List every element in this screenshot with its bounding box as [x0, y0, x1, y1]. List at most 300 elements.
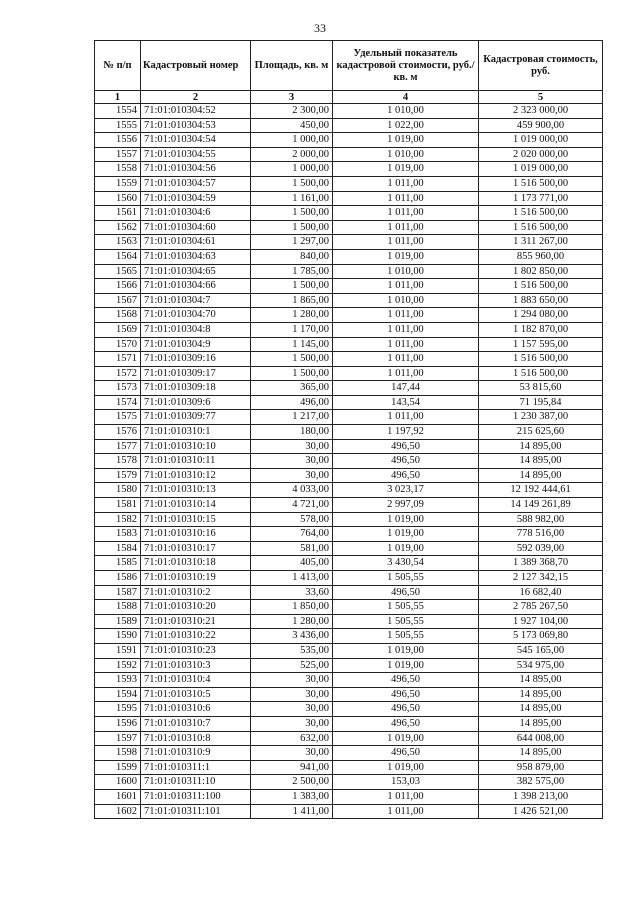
unit-value-cell: 1 011,00 [333, 279, 479, 294]
header-unit-value: Удельный показатель кадастровой стоимости, руб./кв. м [333, 41, 479, 91]
cadastral-number-cell: 71:01:010304:8 [141, 322, 251, 337]
row-number-cell: 1580 [95, 483, 141, 498]
unit-value-cell: 496,50 [333, 454, 479, 469]
row-number-cell: 1561 [95, 206, 141, 221]
cadastral-number-cell: 71:01:010304:57 [141, 176, 251, 191]
cadastral-value-cell: 1 516 500,00 [479, 352, 603, 367]
area-cell: 1 161,00 [251, 191, 333, 206]
cadastral-value-cell: 14 895,00 [479, 746, 603, 761]
cadastral-number-cell: 71:01:010310:7 [141, 716, 251, 731]
table-row [95, 395, 603, 410]
row-number-cell: 1569 [95, 322, 141, 337]
cadastral-number-cell: 71:01:010304:52 [141, 104, 251, 119]
cadastral-number-cell: 71:01:010310:13 [141, 483, 251, 498]
row-number-cell: 1578 [95, 454, 141, 469]
row-number-cell: 1562 [95, 220, 141, 235]
unit-value-cell: 1 022,00 [333, 118, 479, 133]
row-number-cell: 1600 [95, 775, 141, 790]
cadastral-value-cell: 1 426 521,00 [479, 804, 603, 819]
cadastral-value-cell: 14 895,00 [479, 702, 603, 717]
cadastral-number-cell: 71:01:010310:6 [141, 702, 251, 717]
area-cell: 2 300,00 [251, 104, 333, 119]
cadastral-number-cell: 71:01:010310:3 [141, 658, 251, 673]
unit-value-cell: 496,50 [333, 585, 479, 600]
area-cell: 405,00 [251, 556, 333, 571]
table-row [95, 716, 603, 731]
unit-value-cell: 1 010,00 [333, 104, 479, 119]
unit-value-cell: 1 505,55 [333, 571, 479, 586]
cadastral-value-cell: 1 516 500,00 [479, 366, 603, 381]
area-cell: 764,00 [251, 527, 333, 542]
cadastral-number-cell: 71:01:010310:19 [141, 571, 251, 586]
table-row [95, 264, 603, 279]
table-row [95, 687, 603, 702]
unit-value-cell: 1 197,92 [333, 425, 479, 440]
cadastral-value-cell: 1 311 267,00 [479, 235, 603, 250]
unit-value-cell: 1 011,00 [333, 337, 479, 352]
cadastral-number-cell: 71:01:010310:10 [141, 439, 251, 454]
area-cell: 365,00 [251, 381, 333, 396]
row-number-cell: 1583 [95, 527, 141, 542]
cadastral-value-cell: 16 682,40 [479, 585, 603, 600]
table-row [95, 322, 603, 337]
table-row [95, 206, 603, 221]
table-row [95, 176, 603, 191]
unit-value-cell: 1 011,00 [333, 206, 479, 221]
unit-value-cell: 2 997,09 [333, 498, 479, 513]
row-number-cell: 1577 [95, 439, 141, 454]
cadastral-number-cell: 71:01:010310:4 [141, 673, 251, 688]
column-number: 2 [141, 91, 251, 104]
unit-value-cell: 1 011,00 [333, 789, 479, 804]
cadastral-number-cell: 71:01:010304:65 [141, 264, 251, 279]
unit-value-cell: 3 430,54 [333, 556, 479, 571]
cadastral-value-cell: 1 516 500,00 [479, 176, 603, 191]
cadastral-number-cell: 71:01:010304:70 [141, 308, 251, 323]
row-number-cell: 1565 [95, 264, 141, 279]
cadastral-number-cell: 71:01:010310:5 [141, 687, 251, 702]
table-row [95, 220, 603, 235]
area-cell: 30,00 [251, 702, 333, 717]
unit-value-cell: 153,03 [333, 775, 479, 790]
area-cell: 30,00 [251, 687, 333, 702]
cadastral-number-cell: 71:01:010304:55 [141, 147, 251, 162]
row-number-cell: 1584 [95, 541, 141, 556]
cadastral-value-cell: 2 323 000,00 [479, 104, 603, 119]
row-number-cell: 1595 [95, 702, 141, 717]
row-number-cell: 1576 [95, 425, 141, 440]
cadastral-number-cell: 71:01:010304:66 [141, 279, 251, 294]
table-row [95, 118, 603, 133]
cadastral-number-cell: 71:01:010311:1 [141, 760, 251, 775]
cadastral-value-cell: 1 398 213,00 [479, 789, 603, 804]
cadastral-value-cell: 14 895,00 [479, 468, 603, 483]
table-row [95, 381, 603, 396]
cadastral-value-cell: 778 516,00 [479, 527, 603, 542]
area-cell: 1 850,00 [251, 600, 333, 615]
unit-value-cell: 1 505,55 [333, 614, 479, 629]
area-cell: 30,00 [251, 454, 333, 469]
cadastral-number-cell: 71:01:010311:101 [141, 804, 251, 819]
row-number-cell: 1582 [95, 512, 141, 527]
area-cell: 1 500,00 [251, 220, 333, 235]
area-cell: 1 170,00 [251, 322, 333, 337]
row-number-cell: 1588 [95, 600, 141, 615]
table-row [95, 439, 603, 454]
unit-value-cell: 1 019,00 [333, 162, 479, 177]
table-row [95, 249, 603, 264]
header-area: Площадь, кв. м [251, 41, 333, 91]
unit-value-cell: 1 010,00 [333, 293, 479, 308]
header-cadastral-value: Кадастровая стоимость, руб. [479, 41, 603, 91]
row-number-cell: 1593 [95, 673, 141, 688]
table-row [95, 775, 603, 790]
table-row [95, 746, 603, 761]
table-row [95, 483, 603, 498]
unit-value-cell: 1 019,00 [333, 643, 479, 658]
table-row [95, 410, 603, 425]
header-row-number: № п/п [95, 41, 141, 91]
table-row [95, 702, 603, 717]
table-row [95, 804, 603, 819]
unit-value-cell: 1 011,00 [333, 366, 479, 381]
row-number-cell: 1599 [95, 760, 141, 775]
unit-value-cell: 1 011,00 [333, 322, 479, 337]
cadastral-number-cell: 71:01:010304:61 [141, 235, 251, 250]
table-row [95, 673, 603, 688]
unit-value-cell: 1 010,00 [333, 264, 479, 279]
cadastral-value-cell: 1 019 000,00 [479, 162, 603, 177]
area-cell: 496,00 [251, 395, 333, 410]
row-number-cell: 1566 [95, 279, 141, 294]
cadastral-number-cell: 71:01:010310:14 [141, 498, 251, 513]
cadastral-value-cell: 12 192 444,61 [479, 483, 603, 498]
area-cell: 33,60 [251, 585, 333, 600]
cadastre-table [94, 40, 603, 819]
area-cell: 1 000,00 [251, 133, 333, 148]
cadastral-number-cell: 71:01:010309:77 [141, 410, 251, 425]
area-cell: 581,00 [251, 541, 333, 556]
table-row [95, 293, 603, 308]
table-row [95, 585, 603, 600]
unit-value-cell: 1 011,00 [333, 220, 479, 235]
table-body [95, 104, 603, 819]
row-number-cell: 1597 [95, 731, 141, 746]
unit-value-cell: 1 505,55 [333, 600, 479, 615]
area-cell: 525,00 [251, 658, 333, 673]
row-number-cell: 1591 [95, 643, 141, 658]
page-number: 33 [314, 21, 326, 35]
area-cell: 1 411,00 [251, 804, 333, 819]
table-row [95, 308, 603, 323]
cadastral-number-cell: 71:01:010311:100 [141, 789, 251, 804]
table-row [95, 527, 603, 542]
unit-value-cell: 147,44 [333, 381, 479, 396]
area-cell: 2 000,00 [251, 147, 333, 162]
cadastral-value-cell: 53 815,60 [479, 381, 603, 396]
cadastral-number-cell: 71:01:010304:9 [141, 337, 251, 352]
cadastral-number-cell: 71:01:010310:1 [141, 425, 251, 440]
table-row [95, 352, 603, 367]
row-number-cell: 1581 [95, 498, 141, 513]
cadastral-value-cell: 382 575,00 [479, 775, 603, 790]
cadastral-value-cell: 1 019 000,00 [479, 133, 603, 148]
table-row [95, 512, 603, 527]
cadastral-value-cell: 14 149 261,89 [479, 498, 603, 513]
area-cell: 1 785,00 [251, 264, 333, 279]
column-number: 1 [95, 91, 141, 104]
unit-value-cell: 1 019,00 [333, 527, 479, 542]
unit-value-cell: 1 011,00 [333, 191, 479, 206]
cadastral-number-cell: 71:01:010310:9 [141, 746, 251, 761]
unit-value-cell: 1 011,00 [333, 352, 479, 367]
row-number-cell: 1575 [95, 410, 141, 425]
area-cell: 30,00 [251, 468, 333, 483]
area-cell: 30,00 [251, 716, 333, 731]
area-cell: 1 145,00 [251, 337, 333, 352]
cadastral-value-cell: 1 802 850,00 [479, 264, 603, 279]
cadastral-value-cell: 14 895,00 [479, 454, 603, 469]
table-row [95, 366, 603, 381]
cadastral-value-cell: 958 879,00 [479, 760, 603, 775]
table-row [95, 731, 603, 746]
cadastral-value-cell: 14 895,00 [479, 687, 603, 702]
area-cell: 578,00 [251, 512, 333, 527]
cadastral-value-cell: 1 173 771,00 [479, 191, 603, 206]
unit-value-cell: 1 011,00 [333, 235, 479, 250]
cadastral-value-cell: 1 516 500,00 [479, 206, 603, 221]
cadastral-value-cell: 215 625,60 [479, 425, 603, 440]
row-number-cell: 1586 [95, 571, 141, 586]
cadastral-number-cell: 71:01:010309:6 [141, 395, 251, 410]
unit-value-cell: 1 011,00 [333, 804, 479, 819]
cadastral-number-cell: 71:01:010310:11 [141, 454, 251, 469]
unit-value-cell: 496,50 [333, 673, 479, 688]
table-row [95, 468, 603, 483]
unit-value-cell: 1 505,55 [333, 629, 479, 644]
table-row [95, 658, 603, 673]
cadastral-number-cell: 71:01:010309:18 [141, 381, 251, 396]
unit-value-cell: 1 019,00 [333, 541, 479, 556]
row-number-cell: 1557 [95, 147, 141, 162]
area-cell: 180,00 [251, 425, 333, 440]
cadastral-number-cell: 71:01:010310:16 [141, 527, 251, 542]
cadastral-number-cell: 71:01:010304:7 [141, 293, 251, 308]
cadastral-value-cell: 14 895,00 [479, 439, 603, 454]
table-row [95, 454, 603, 469]
area-cell: 450,00 [251, 118, 333, 133]
cadastral-value-cell: 1 389 368,70 [479, 556, 603, 571]
cadastral-number-cell: 71:01:010310:17 [141, 541, 251, 556]
unit-value-cell: 496,50 [333, 468, 479, 483]
area-cell: 632,00 [251, 731, 333, 746]
unit-value-cell: 143,54 [333, 395, 479, 410]
cadastral-value-cell: 1 883 650,00 [479, 293, 603, 308]
cadastral-value-cell: 14 895,00 [479, 673, 603, 688]
row-number-cell: 1571 [95, 352, 141, 367]
table-row [95, 760, 603, 775]
cadastral-number-cell: 71:01:010310:12 [141, 468, 251, 483]
column-number: 4 [333, 91, 479, 104]
table-row [95, 147, 603, 162]
area-cell: 1 383,00 [251, 789, 333, 804]
row-number-cell: 1564 [95, 249, 141, 264]
cadastral-value-cell: 855 960,00 [479, 249, 603, 264]
unit-value-cell: 1 011,00 [333, 308, 479, 323]
unit-value-cell: 1 019,00 [333, 512, 479, 527]
unit-value-cell: 1 011,00 [333, 410, 479, 425]
unit-value-cell: 1 019,00 [333, 658, 479, 673]
cadastral-number-cell: 71:01:010309:16 [141, 352, 251, 367]
row-number-cell: 1602 [95, 804, 141, 819]
area-cell: 1 000,00 [251, 162, 333, 177]
row-number-cell: 1567 [95, 293, 141, 308]
row-number-cell: 1560 [95, 191, 141, 206]
unit-value-cell: 496,50 [333, 746, 479, 761]
row-number-cell: 1554 [95, 104, 141, 119]
area-cell: 30,00 [251, 746, 333, 761]
row-number-cell: 1601 [95, 789, 141, 804]
cadastral-value-cell: 1 230 387,00 [479, 410, 603, 425]
row-number-cell: 1598 [95, 746, 141, 761]
row-number-cell: 1585 [95, 556, 141, 571]
unit-value-cell: 496,50 [333, 702, 479, 717]
table-row [95, 789, 603, 804]
header-row [95, 41, 603, 91]
area-cell: 1 217,00 [251, 410, 333, 425]
area-cell: 4 033,00 [251, 483, 333, 498]
cadastral-value-cell: 1 182 870,00 [479, 322, 603, 337]
cadastral-number-cell: 71:01:010311:10 [141, 775, 251, 790]
cadastral-number-cell: 71:01:010310:21 [141, 614, 251, 629]
table-row [95, 571, 603, 586]
cadastral-number-cell: 71:01:010304:56 [141, 162, 251, 177]
table-row [95, 425, 603, 440]
area-cell: 941,00 [251, 760, 333, 775]
row-number-cell: 1589 [95, 614, 141, 629]
row-number-cell: 1570 [95, 337, 141, 352]
area-cell: 1 500,00 [251, 366, 333, 381]
cadastral-number-cell: 71:01:010310:15 [141, 512, 251, 527]
cadastral-number-cell: 71:01:010304:53 [141, 118, 251, 133]
row-number-cell: 1568 [95, 308, 141, 323]
area-cell: 1 280,00 [251, 614, 333, 629]
cadastral-value-cell: 71 195,84 [479, 395, 603, 410]
row-number-cell: 1555 [95, 118, 141, 133]
unit-value-cell: 496,50 [333, 716, 479, 731]
cadastral-number-cell: 71:01:010310:18 [141, 556, 251, 571]
cadastral-number-cell: 71:01:010310:23 [141, 643, 251, 658]
table-row [95, 498, 603, 513]
area-cell: 2 500,00 [251, 775, 333, 790]
cadastral-value-cell: 2 020 000,00 [479, 147, 603, 162]
table-row [95, 162, 603, 177]
cadastral-value-cell: 1 516 500,00 [479, 279, 603, 294]
area-cell: 30,00 [251, 673, 333, 688]
cadastral-value-cell: 534 975,00 [479, 658, 603, 673]
row-number-cell: 1558 [95, 162, 141, 177]
cadastral-value-cell: 2 785 267,50 [479, 600, 603, 615]
cadastral-value-cell: 2 127 342,15 [479, 571, 603, 586]
area-cell: 1 500,00 [251, 279, 333, 294]
area-cell: 840,00 [251, 249, 333, 264]
unit-value-cell: 496,50 [333, 687, 479, 702]
row-number-cell: 1596 [95, 716, 141, 731]
cadastral-value-cell: 14 895,00 [479, 716, 603, 731]
cadastral-number-cell: 71:01:010310:22 [141, 629, 251, 644]
area-cell: 535,00 [251, 643, 333, 658]
row-number-cell: 1579 [95, 468, 141, 483]
cadastral-number-cell: 71:01:010309:17 [141, 366, 251, 381]
unit-value-cell: 1 011,00 [333, 176, 479, 191]
cadastral-number-cell: 71:01:010310:2 [141, 585, 251, 600]
area-cell: 1 413,00 [251, 571, 333, 586]
row-number-cell: 1594 [95, 687, 141, 702]
unit-value-cell: 1 019,00 [333, 249, 479, 264]
area-cell: 30,00 [251, 439, 333, 454]
table-row [95, 235, 603, 250]
row-number-cell: 1592 [95, 658, 141, 673]
cadastral-value-cell: 588 982,00 [479, 512, 603, 527]
area-cell: 1 297,00 [251, 235, 333, 250]
table-row [95, 614, 603, 629]
unit-value-cell: 1 019,00 [333, 133, 479, 148]
cadastral-value-cell: 1 294 080,00 [479, 308, 603, 323]
row-number-cell: 1587 [95, 585, 141, 600]
cadastral-number-cell: 71:01:010304:54 [141, 133, 251, 148]
area-cell: 1 500,00 [251, 352, 333, 367]
unit-value-cell: 496,50 [333, 439, 479, 454]
table-row [95, 629, 603, 644]
cadastral-number-cell: 71:01:010310:8 [141, 731, 251, 746]
unit-value-cell: 1 019,00 [333, 731, 479, 746]
cadastral-number-cell: 71:01:010304:60 [141, 220, 251, 235]
cadastral-value-cell: 644 008,00 [479, 731, 603, 746]
unit-value-cell: 1 019,00 [333, 760, 479, 775]
cadastral-value-cell: 545 165,00 [479, 643, 603, 658]
column-number: 3 [251, 91, 333, 104]
table-row [95, 541, 603, 556]
area-cell: 4 721,00 [251, 498, 333, 513]
cadastral-value-cell: 1 516 500,00 [479, 220, 603, 235]
column-number-row [95, 91, 603, 104]
header-cadastral-number: Кадастровый номер [141, 41, 251, 91]
area-cell: 1 865,00 [251, 293, 333, 308]
row-number-cell: 1574 [95, 395, 141, 410]
table-row [95, 643, 603, 658]
column-number: 5 [479, 91, 603, 104]
unit-value-cell: 3 023,17 [333, 483, 479, 498]
unit-value-cell: 1 010,00 [333, 147, 479, 162]
cadastral-number-cell: 71:01:010310:20 [141, 600, 251, 615]
cadastral-value-cell: 1 927 104,00 [479, 614, 603, 629]
table-row [95, 279, 603, 294]
cadastral-value-cell: 459 900,00 [479, 118, 603, 133]
cadastral-number-cell: 71:01:010304:6 [141, 206, 251, 221]
cadastral-value-cell: 5 173 069,80 [479, 629, 603, 644]
table-row [95, 337, 603, 352]
row-number-cell: 1563 [95, 235, 141, 250]
area-cell: 1 280,00 [251, 308, 333, 323]
cadastral-value-cell: 592 039,00 [479, 541, 603, 556]
area-cell: 1 500,00 [251, 176, 333, 191]
row-number-cell: 1572 [95, 366, 141, 381]
table-row [95, 556, 603, 571]
row-number-cell: 1556 [95, 133, 141, 148]
row-number-cell: 1590 [95, 629, 141, 644]
table-row [95, 191, 603, 206]
table-row [95, 104, 603, 119]
